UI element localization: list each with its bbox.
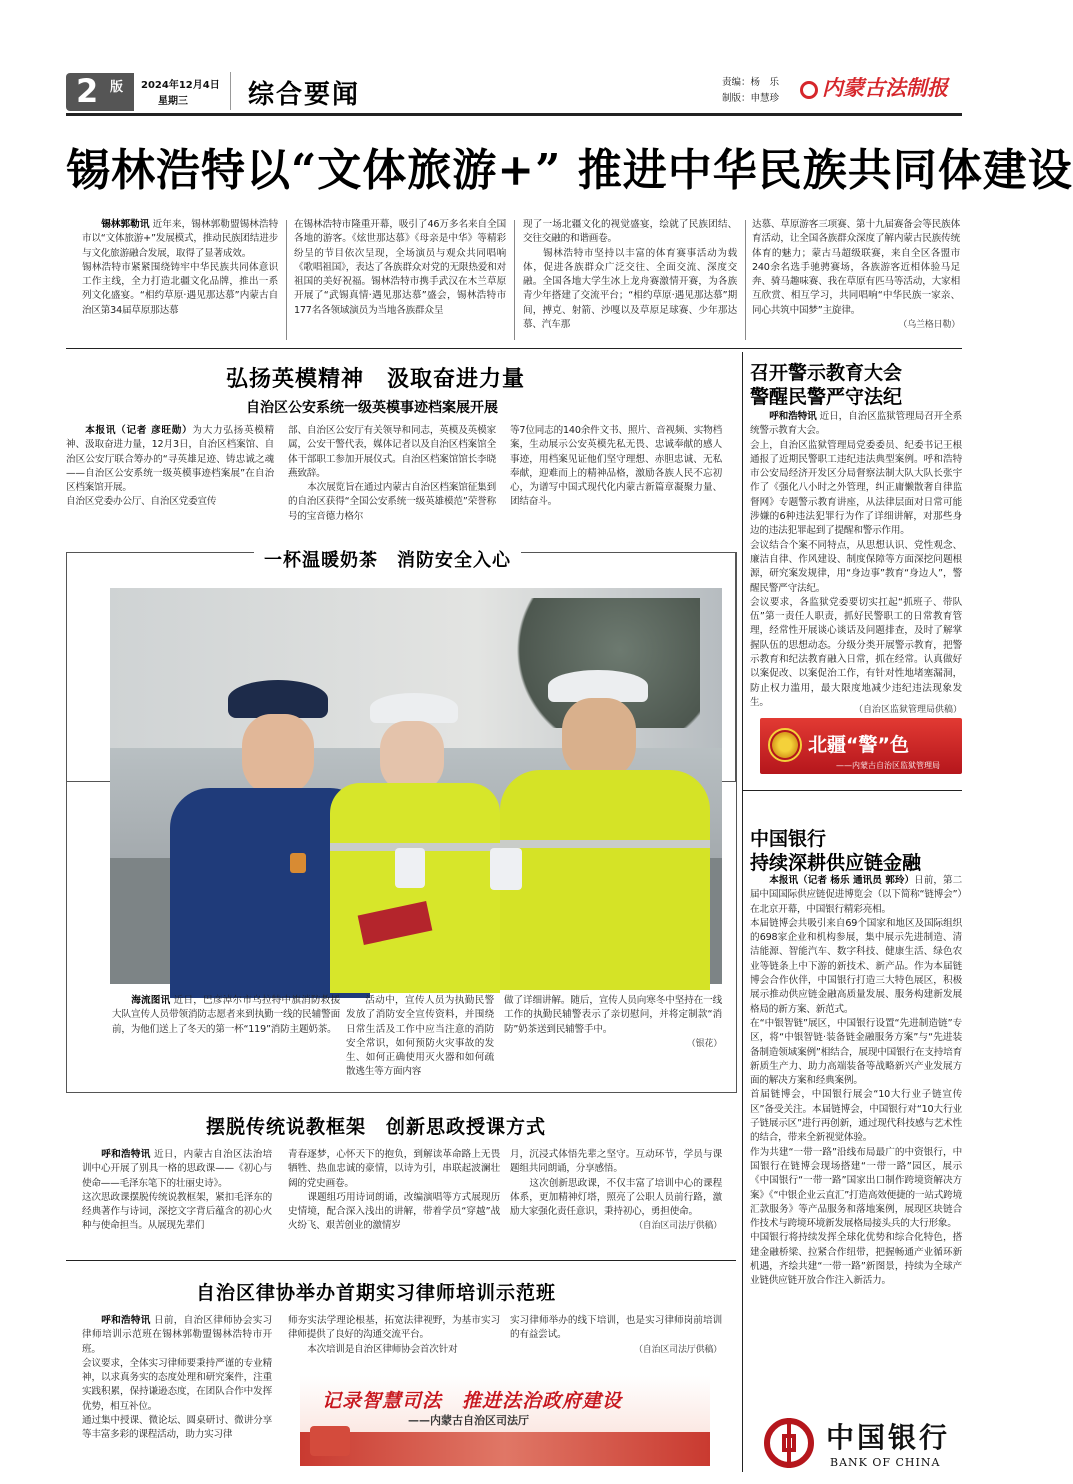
story2-col1-text-b: 自治区党委办公厅、自治区党委宣传 xyxy=(66,496,217,508)
story3-col1-text: 近日，巴彦淖尔市乌拉特中旗消防救援大队宣传人员带领消防志愿者来到执勤一线的民辅警面前，为他们送上了冬天的第一杯“119”消防主题奶茶。 xyxy=(112,995,340,1035)
right1-p4: 会议要求，各监狱党委要切实扛起“抓班子、带队伍”第一责任人职责，抓好民警职工的日常教育管理，经常性开展谈心谈话及问题排查，及时了解掌握队伍的思想动态。分级分类开展警示教育，把警示教育和纪法教育融入日常，抓在经常。认真做好以案促改、以案促治工作，有针对性地堵塞漏洞，防止权力滥用，最大限度地减少违纪违法现象发生。 xyxy=(750,596,962,708)
story5-source: （自治区司法厅供稿） xyxy=(633,1344,722,1355)
editor-credit: 责编：杨 乐 xyxy=(722,77,780,88)
story2-col1 xyxy=(66,424,274,544)
lead-dateline: 锡林郭勒讯 xyxy=(101,219,150,230)
right1-headline-2: 警醒民警严守法纪 xyxy=(750,386,903,408)
story2-headline: 弘扬英模精神 汲取奋进力量 xyxy=(226,366,526,392)
beijiang-sub: ——内蒙古自治区监狱管理局 xyxy=(836,761,940,770)
lead-col1-text: 近年来，锡林郭勒盟锡林浩特市以“文体旅游+”发展模式，推动民族团结进步与文化旅游融合发展，取得了显著成效。 xyxy=(82,219,278,259)
right2-p6: 中国银行将持续发挥全球化优势和综合化特色，搭建金融桥梁、拉紧合作纽带，把握畅通产业循环新机遇，齐绘共建“一带一路”新图景，持续为全球产业链供应链开放合作注入新活力。 xyxy=(750,1232,962,1287)
story4-col3-text-b: 这次创新思政课，不仅丰富了培训中心的课程体系，更加精神灯塔，照亮了公职人员前行路，激励大家强化责任意识，秉持初心，勇担使命。 xyxy=(510,1177,722,1218)
lead-col4 xyxy=(752,218,960,368)
right1-p3: 会议结合个案不同特点，从思想认识、党性观念、廉洁自律、作风建设、制度保障等方面深挖问题根源，研究案发规律，用“身边事”教育“身边人”，警醒民警严守法纪。 xyxy=(750,539,962,594)
page-number: 2 xyxy=(76,72,99,110)
right1-dateline: 呼和浩特讯 xyxy=(769,411,817,422)
story5-headline: 自治区律协举办首期实习律师培训示范班 xyxy=(196,1282,557,1304)
story2-subtitle: 自治区公安系统一级英模事迹档案展开展 xyxy=(246,400,498,416)
story5-col1-text-b: 会议要求，全体实习律师要秉持严谨的专业精神，以求真务实的态度处理和研究案件，注重实践积累，保持谦逊态度，在团队合作中发挥优势，相互补位。 xyxy=(82,1357,272,1412)
story2-col1-text: 为大力弘扬英模精神、汲取奋进力量，12月3日，自治区档案馆、自治区公安厅联合筹办的“寻英雄足迹、铸忠诚之魂——自治区公安系统一级英模事迹档案展”在自治区档案馆开展。 xyxy=(66,425,275,494)
story2-col2-text: 部、自治区公安厅有关领导和同志，英模及英模家属，公安干警代表，媒体记者以及自治区档案馆全体干部职工参加开展仪式。自治区档案馆馆长李晓燕致辞。 xyxy=(288,425,496,479)
page-label: 版 xyxy=(110,80,124,95)
story2-dateline: 本报讯（记者 彦旺勋） xyxy=(85,425,193,436)
issue-weekday: 星期三 xyxy=(158,96,188,107)
right2-headline-2: 持续深耕供应链金融 xyxy=(750,852,922,874)
boc-name-en: BANK OF CHINA xyxy=(830,1456,941,1469)
story5-col3-text: 实习律师举办的线下培训，也是实习律师岗前培训的有益尝试。 xyxy=(510,1315,722,1341)
lead-col2: 在锡林浩特市隆重开幕，吸引了46万多名来自全国各地的游客。《炫世那达慕》《母亲是中华》等精彩纷呈的节目依次呈现，全场演员与观众共同唱响《歌唱祖国》，表达了各族群众对党的无限热爱和对祖国的美好祝福。锡林浩特市携手武汉在木兰草原开展了“武锡真情·遇见那达慕”盛会，锡林浩特市177名各领域演员为当地各族群众呈 xyxy=(294,219,506,316)
right2-p2: 本届链博会共吸引来自69个国家和地区及国际组织的698家企业和机构参展，集中展示先进制造、清洁能源、智能汽车、数字科技、健康生活、绿色农业等链条上中下游的新技术、新产品。作为本届链博会合作伙伴，中国银行打造三大特色展区，积极展示推动供应链金融高质量发展、服务构建新发展格局的新方案、新范式。 xyxy=(750,917,962,1015)
masthead-logo xyxy=(800,72,960,106)
lead-col3 xyxy=(523,218,737,366)
justice-banner-text: 记录智慧司法 推进法治政府建设 xyxy=(322,1390,623,1412)
story4-col2-text-b: 课题组巧用诗词朗诵，改编演唱等方式展现历史情境，配合深入浅出的讲解，带着学员“穿越”战火纷飞、艰苦创业的激情岁 xyxy=(288,1191,500,1232)
right2-p4: 首届链博会，中国银行展会“10大行业子链宣传区”备受关注。本届链博会，中国银行对“10大行业子链展示区”进行再创新，通过现代科技感与艺术性的结合，带来全新视觉体验。 xyxy=(750,1089,962,1144)
lead-col4-text: 达慕、草原游客三项赛、第十九届赛备会等民族体育活动，让全国各族群众深度了解内蒙古民族传统体育的魅力；蒙古马超级联赛，来自全区各盟市240余名选手驰骋赛场，各族游客近相体验马足奔、骑马趣味赛、我在草原有匹马等活动，大家相互欣赏、相互学习，共同唱响“中华民族一家亲、同心共筑中国梦”主旋律。 xyxy=(752,219,960,316)
story5-dateline: 呼和浩特讯 xyxy=(101,1315,151,1326)
boc-name-cn: 中国银行 xyxy=(826,1421,951,1454)
right1-headline-1: 召开警示教育大会 xyxy=(750,362,903,384)
story3-source: （银花） xyxy=(686,1038,722,1049)
story5-col3 xyxy=(510,1314,722,1374)
story4-col2 xyxy=(288,1148,500,1278)
beijiang-title: 北疆“警”色 xyxy=(808,734,909,756)
right1-p2: 会上，自治区监狱管理局党委委员、纪委书记王根通报了近期民警职工违纪违法典型案例。呼和浩特市公安局经济开发区分局督察法制大队大队长张宇作了《强化八小时之外管理，纠正庸懒散奢自律监督网》专题警示教育讲座，从法律层面对日常可能涉嫌的6种违法犯罪行为作了详细讲解，对那些身边的违法犯罪起到了提醒和警示作用。 xyxy=(750,439,962,537)
bank-of-china-logo-icon xyxy=(764,1418,814,1468)
story3-dateline: 海流图讯 xyxy=(131,995,171,1006)
story3-col3-text: 做了详细讲解。随后，宣传人员向寒冬中坚持在一线工作的执勤民辅警表示了亲切慰问，并将定制款“消防”奶茶送到民辅警手中。 xyxy=(504,995,722,1035)
story2-col2 xyxy=(288,424,496,544)
section-title: 综合要闻 xyxy=(248,80,361,110)
masthead-mark-icon xyxy=(800,81,818,99)
story5-col1-text: 日前，自治区律师协会实习律师培训示范班在锡林郭勒盟锡林浩特市开班。 xyxy=(82,1315,273,1355)
right2-p5: 作为共建“一带一路”沿线布局最广的中资银行，中国银行在链博会现场搭建“一带一路”园区，展示《中国银行“一带一路”国家出口制作跨境资解决方案》《“中银企业云直汇”打造高效便捷的一站式跨境汇款服务》等产品服务和落地案例，展现区块链合作技术与跨境环境新发展格局接头兵的大行形象。 xyxy=(750,1146,962,1230)
right1-body xyxy=(750,410,963,708)
story3-col1 xyxy=(112,994,340,1104)
justice-banner-sub: ——内蒙古自治区司法厅 xyxy=(408,1414,529,1427)
story5-col2-text: 师夯实法学理论根基，拓宽法律视野，为基市实习律师提供了良好的沟通交流平台。 xyxy=(288,1315,500,1341)
right2-p1: 日前，第二届中国国际供应链促进博览会（以下简称“链博会”）在北京开幕，中国银行精彩亮相。 xyxy=(750,875,962,915)
story3-col2: 活动中，宣传人员为执勤民警发放了消防安全宣传资料，并围绕日常生活及工作中应当注意的消防安全常识，如何预防火灾事故的发生、如何正确使用灭火器和如何疏散逃生等方面内容 xyxy=(346,995,494,1078)
lead-col3-text: 现了一场北疆文化的视觉盛宴，绘就了民族团结、交往交融的和谐画卷。 xyxy=(523,219,737,245)
story4-col1-text: 近日，内蒙古自治区法治培训中心开展了别具一格的思政课——《初心与使命——毛泽东笔下的壮丽史诗》。 xyxy=(82,1149,273,1189)
lead-headline: 锡林浩特以“文体旅游+” 推进中华民族共同体建设 xyxy=(66,145,1073,196)
story4-dateline: 呼和浩特讯 xyxy=(101,1149,151,1160)
police-emblem-icon xyxy=(768,728,802,762)
story4-source: （自治区司法厅供稿） xyxy=(633,1221,722,1232)
story4-col3 xyxy=(510,1148,722,1278)
masthead-text: 内蒙古法制报 xyxy=(822,75,948,100)
story2-col2-text-b: 本次展览旨在通过内蒙古自治区档案馆征集到的自治区获得“全国公安系统一级英雄模范”荣誉称号的宝音德力格尔 xyxy=(288,482,496,522)
lead-col3-text-b: 锡林浩特市坚持以丰富的体育赛事活动为载体，促进各族群众广泛交往、全面交流、深度交融。全国各地大学生冰上龙舟赛激情开赛，为各族青少年搭建了交流平台；“相约草原·遇见那达慕”期间，搏克、射箭、沙嘎以及草原足球赛、少年那达慕、汽车那 xyxy=(523,247,737,331)
story4-headline: 摆脱传统说教框架 创新思政授课方式 xyxy=(206,1116,547,1138)
story5-col1-text-c: 通过集中授课、微论坛、圆桌研讨、微讲分享等丰富多彩的课程活动，助力实习律 xyxy=(82,1415,272,1441)
right2-body xyxy=(750,874,962,1414)
story5-col1 xyxy=(82,1314,272,1484)
right1-p1: 近日，自治区监狱管理局召开全系统警示教育大会。 xyxy=(750,411,963,437)
story4-col2-text: 青春逐梦，心怀天下的抱负，到解读革命路上无畏牺牲、热血忠诚的豪情，以诗为引，串联起波澜壮阔的党史画卷。 xyxy=(288,1149,500,1189)
story4-col3-text: 月，沉浸式体悟先辈之坚守。互动环节，学员与课题组共同朗诵，分享感悟。 xyxy=(510,1149,722,1175)
producer-credit: 制版：申慧珍 xyxy=(722,93,780,104)
story3-photo xyxy=(110,588,722,984)
story3-col3 xyxy=(504,994,722,1104)
lead-source: （乌兰格日勒） xyxy=(898,320,960,331)
story5-col2 xyxy=(288,1314,500,1374)
right1-source: （自治区监狱管理局供稿） xyxy=(853,705,962,715)
story4-col1-text-b: 这次思政课摆脱传统说教框架，紧扣毛泽东的经典著作与诗词，深挖文字背后蕴含的初心火种与使命担当。从展现先辈们 xyxy=(82,1191,272,1232)
lead-col1 xyxy=(82,218,278,366)
right2-headline-1: 中国银行 xyxy=(750,828,827,850)
lead-col1-text-b: 锡林浩特市紧紧围绕铸牢中华民族共同体意识工作主线，全力打造北疆文化品牌，推出一系列文化盛宴。“相约草原·遇见那达慕”内蒙古自治区第34届草原那达慕 xyxy=(82,261,278,316)
story4-col1 xyxy=(82,1148,272,1278)
right2-p3: 在“中银智链”展区，中国银行设置“先进制造链”专区，将“中银智链·装备链金融服务方案”与“先进装备制造领域案例”相结合，展现中国银行在支持培育新质生产力、助力高端装备等战略新兴产业发展方面的解决方案和经典案例。 xyxy=(750,1017,962,1087)
story3-headline: 一杯温暖奶茶 消防安全入心 xyxy=(254,546,521,572)
issue-date: 2024年12月4日 xyxy=(141,80,220,91)
story2-col3: 等7位同志的140余件文书、照片、音视频、实物档案，生动展示公安英模先私无畏、忠诚奉献的感人事迹，用档案见证他们坚守理想、赤胆忠诚、无私奉献，迎难而上的精神品格，激励各族人民不忘初心，为谱写中国式现代化内蒙古新篇章凝聚力量、团结奋斗。 xyxy=(510,425,722,508)
right2-dateline: 本报讯（记者 杨乐 通讯员 郭玲） xyxy=(769,875,915,886)
story5-col2-text-b: 本次培训是自治区律师协会首次针对 xyxy=(307,1343,458,1355)
